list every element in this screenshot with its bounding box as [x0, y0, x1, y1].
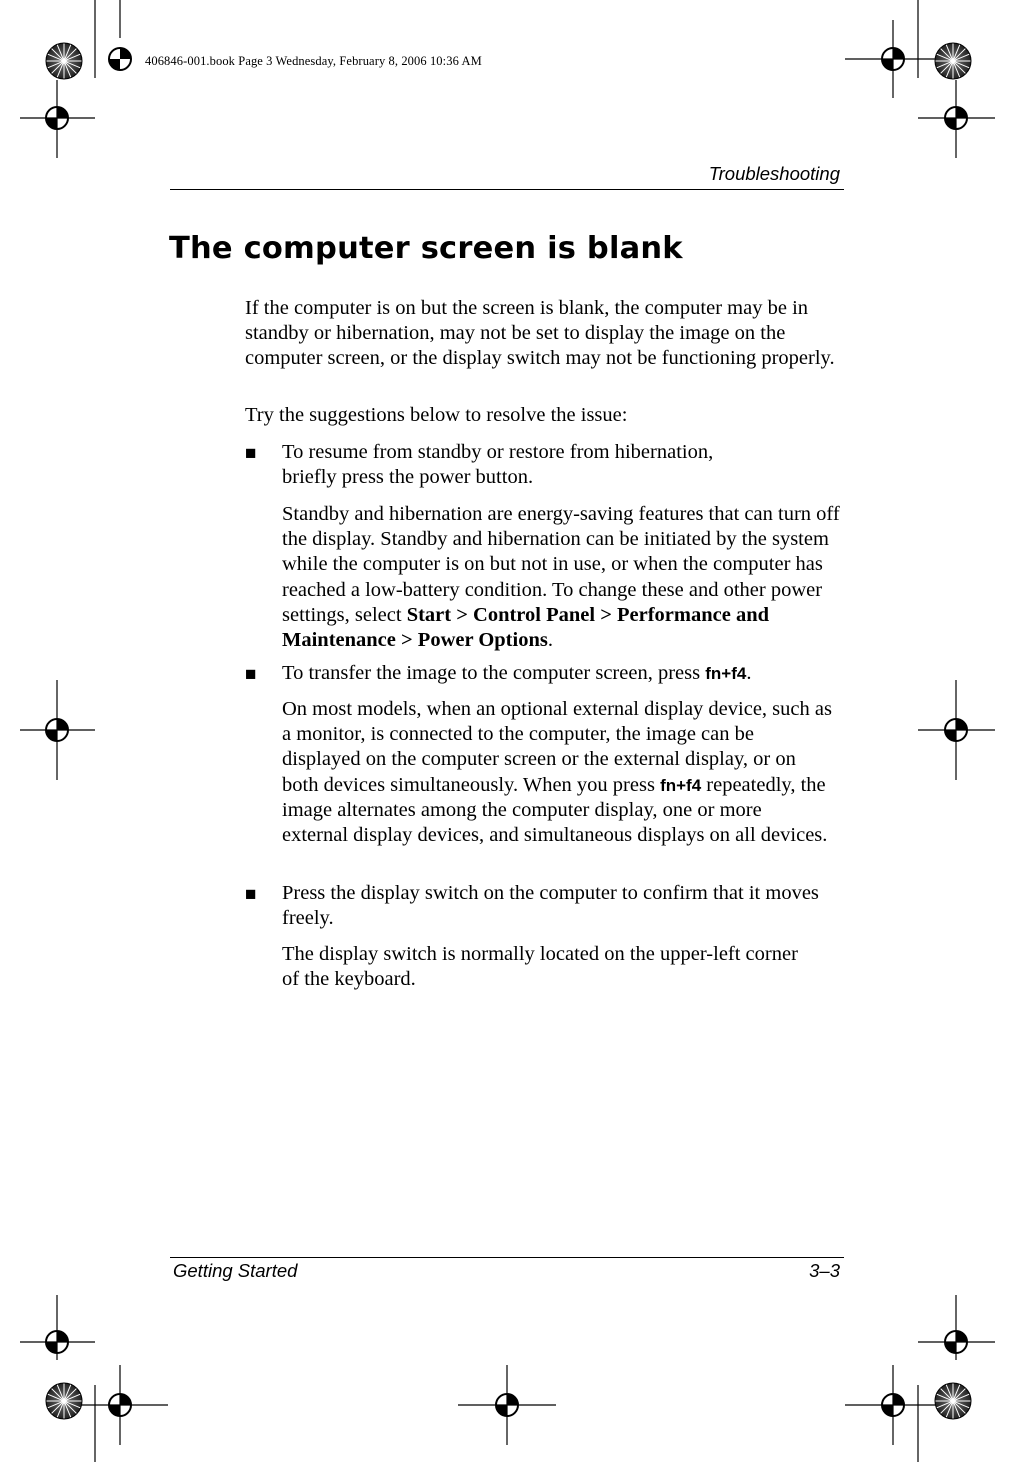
page-number: 3–3 [809, 1260, 840, 1281]
starburst-mark [935, 1383, 971, 1419]
registration-mark [46, 107, 68, 129]
registration-mark [496, 1394, 518, 1416]
intro-instruction: Try the suggestions below to resolve the issue: [245, 404, 628, 426]
bullet-marker: ■ [245, 443, 257, 464]
registration-mark [109, 48, 131, 70]
registration-mark [945, 1331, 967, 1353]
registration-mark [882, 48, 904, 70]
bullet-3-detail: The display switch is normally located on the upper-left corner of the keyboard. [282, 943, 798, 991]
key-combo: fn+f4 [705, 664, 747, 683]
registration-mark [945, 719, 967, 741]
bullet-3-text: Press the display switch on the computer to confirm that it moves freely. [282, 882, 819, 930]
registration-mark [46, 719, 68, 741]
bullet-1-text: To resume from standby or restore from hibernation, briefly press the power button. [282, 441, 714, 489]
header-rule [170, 189, 844, 190]
bullet-1-detail: Standby and hibernation are energy-saving features that can turn off the display. Standby and hibernation can be initiated by the system while the computer is on but not in use, or when the computer has reached a low-battery condition. To change these and other power settings, select Start > Control Panel > Performance and Maintenance > Power Options. [282, 503, 840, 652]
footer-rule [170, 1257, 844, 1258]
book-stamp: 406846-001.book Page 3 Wednesday, February 8, 2006 10:36 AM [145, 54, 482, 68]
starburst-mark [46, 43, 82, 79]
registration-mark [945, 107, 967, 129]
intro-paragraph: If the computer is on but the screen is blank, the computer may be in standby or hibernation, may not be set to display the image on the computer screen, or the display switch may not be functioning properly. [245, 297, 835, 370]
starburst-mark [46, 1383, 82, 1419]
menu-path: Start > Control Panel > Performance and Maintenance > Power Options [282, 603, 770, 652]
registration-mark [46, 1331, 68, 1353]
registration-mark [882, 1394, 904, 1416]
footer-book-title: Getting Started [173, 1260, 298, 1281]
starburst-mark [935, 43, 971, 79]
bullet-2-text: To transfer the image to the computer screen, press fn+f4. [282, 662, 752, 684]
bullet-marker: ■ [245, 664, 257, 685]
page-title: The computer screen is blank [169, 231, 683, 266]
registration-mark [109, 1394, 131, 1416]
key-combo: fn+f4 [660, 775, 702, 795]
bullet-2-detail: On most models, when an optional external display device, such as a monitor, is connected to the computer, the image can be displayed on the computer screen or the external display, or on both devices simultaneously. When you press fn+f4 repeatedly, the image alternates among the computer display, one or more external display devices, and simultaneous displays on all devices. [282, 698, 832, 847]
running-head: Troubleshooting [708, 163, 840, 184]
bullet-marker: ■ [245, 884, 257, 905]
